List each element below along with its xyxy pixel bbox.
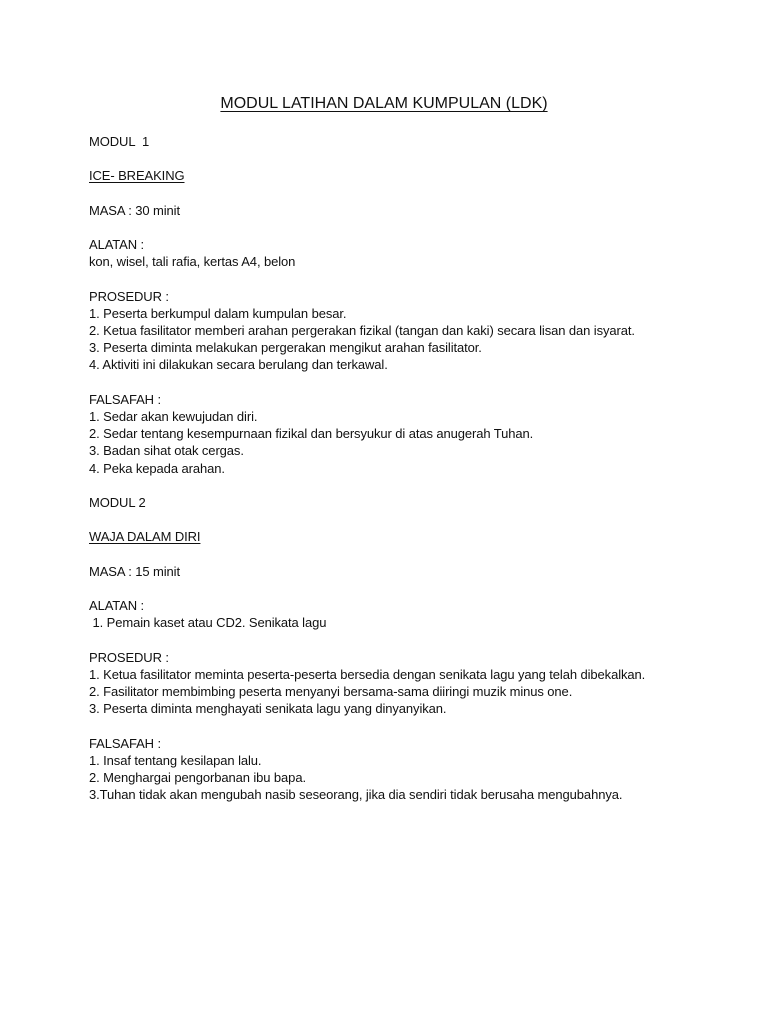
spacer: [89, 546, 729, 563]
spacer: [89, 631, 729, 648]
modul-1-prosedur-item: 1. Peserta berkumpul dalam kumpulan besar.: [89, 305, 347, 321]
modul-2-alatan-text: 1. Pemain kaset atau CD2. Senikata lagu: [89, 615, 327, 631]
modul-2-prosedur-item: 3. Peserta diminta menghayati senikata lagu yang dinyanyikan.: [89, 701, 447, 717]
spacer: [89, 374, 729, 391]
modul-1-prosedur-label: PROSEDUR :: [89, 288, 169, 304]
modul-2-alatan-label: ALATAN :: [89, 598, 145, 614]
document-title-text: MODUL LATIHAN DALAM KUMPULAN (LDK): [220, 95, 548, 112]
modul-1-falsafah-item: 1. Sedar akan kewujudan diri.: [89, 409, 258, 424]
modul-1-falsafah-item: 3. Badan sihat otak cergas.: [89, 443, 244, 459]
document-title: [0, 94, 768, 114]
modul-2-falsafah-item: 2. Menghargai pengorbanan ibu bapa.: [89, 769, 306, 785]
modul-2-heading: MODUL 2: [89, 494, 146, 510]
modul-1-prosedur-item: 2. Ketua fasilitator memberi arahan pergerakan fizikal (tangan dan kaki) secara lisan dan isyarat.: [89, 323, 635, 339]
modul-2-prosedur-item: 1. Ketua fasilitator meminta peserta-peserta bersedia dengan senikata lagu yang telah dibekalkan.: [89, 666, 646, 682]
modul-2-prosedur-label: PROSEDUR :: [89, 649, 169, 665]
spacer: [89, 477, 729, 494]
spacer: [89, 150, 729, 167]
modul-2-falsafah-item: 3.Tuhan tidak akan mengubah nasib seseorang, jika dia sendiri tidak berusaha mengubahnya.: [89, 787, 623, 803]
spacer: [89, 271, 729, 288]
modul-1-activity-title: ICE- BREAKING: [89, 168, 185, 184]
modul-1-prosedur-item: 4. Aktiviti ini dilakukan secara berulang dan terkawal.: [89, 357, 388, 373]
modul-2-activity-title: WAJA DALAM DIRI: [89, 529, 201, 545]
modul-1-falsafah-item: 4. Peka kepada arahan.: [89, 460, 225, 476]
modul-1-alatan-label: ALATAN :: [89, 237, 145, 253]
spacer: [89, 219, 729, 236]
document-body: [89, 133, 729, 803]
spacer: [89, 185, 729, 202]
spacer: [89, 717, 729, 734]
modul-1-falsafah-item: 2. Sedar tentang kesempurnaan fizikal dan bersyukur di atas anugerah Tuhan.: [89, 426, 534, 442]
modul-1-prosedur-item: 3. Peserta diminta melakukan pergerakan mengikut arahan fasilitator.: [89, 340, 482, 356]
modul-2-prosedur-item: 2. Fasilitator membimbing peserta menyanyi bersama-sama diiringi muzik minus one.: [89, 684, 573, 699]
modul-1-heading: MODUL 1: [89, 134, 150, 149]
modul-1-masa: MASA : 30 minit: [89, 202, 180, 218]
spacer: [89, 511, 729, 528]
modul-1-alatan-text: kon, wisel, tali rafia, kertas A4, belon: [89, 254, 296, 270]
modul-2-falsafah-item: 1. Insaf tentang kesilapan lalu.: [89, 752, 262, 768]
modul-2-falsafah-label: FALSAFAH :: [89, 735, 161, 751]
modul-1-falsafah-label: FALSAFAH :: [89, 391, 161, 407]
modul-2-masa: MASA : 15 minit: [89, 563, 180, 579]
spacer: [89, 580, 729, 597]
